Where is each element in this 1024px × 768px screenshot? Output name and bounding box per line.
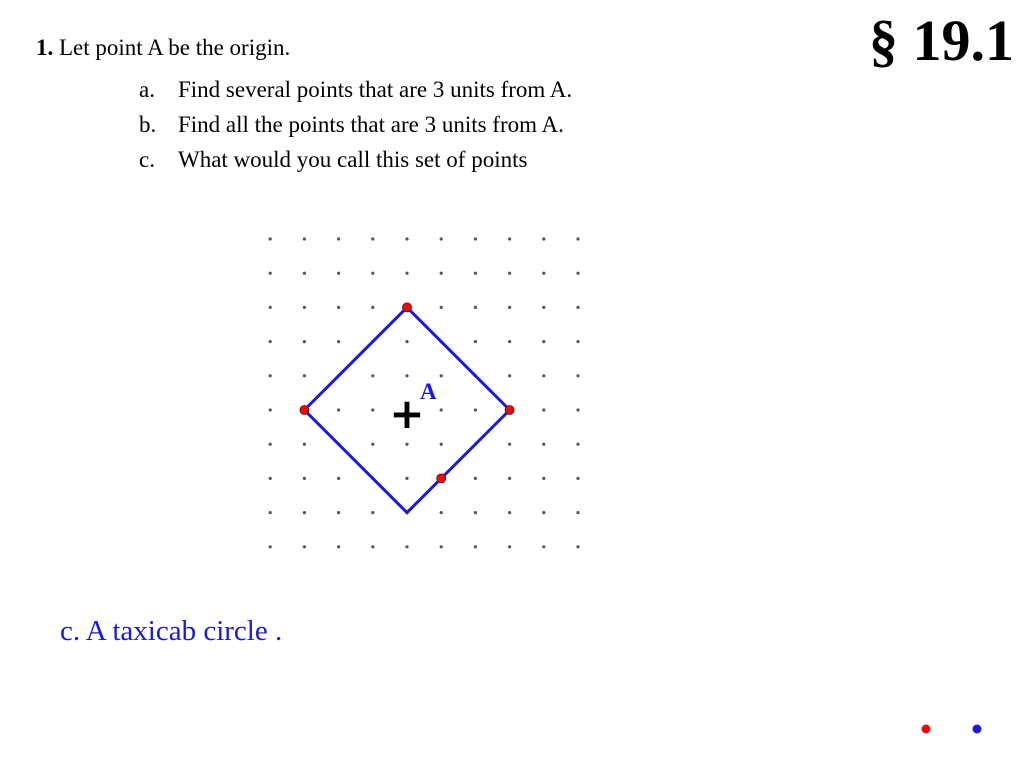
grid-dot xyxy=(576,237,579,240)
grid-dot xyxy=(405,237,408,240)
grid-dot xyxy=(474,237,477,240)
grid-dot xyxy=(337,237,340,240)
grid-dot xyxy=(337,477,340,480)
blue-dot-icon[interactable] xyxy=(973,725,982,734)
grid-dot xyxy=(508,340,511,343)
grid-dot xyxy=(576,306,579,309)
marked-point xyxy=(505,406,514,415)
grid-dot xyxy=(269,237,272,240)
grid-dot xyxy=(303,374,306,377)
grid-dot xyxy=(576,340,579,343)
grid-dot xyxy=(474,477,477,480)
grid-dot xyxy=(337,408,340,411)
grid-dot xyxy=(269,306,272,309)
grid-dot xyxy=(440,374,443,377)
grid-dot xyxy=(542,340,545,343)
grid-dot xyxy=(371,374,374,377)
grid-dot xyxy=(508,511,511,514)
grid-dot xyxy=(474,340,477,343)
grid-dot xyxy=(371,306,374,309)
grid-dot xyxy=(269,340,272,343)
grid-dot xyxy=(303,272,306,275)
grid-dot xyxy=(474,272,477,275)
grid-dot xyxy=(474,545,477,548)
grid-dot xyxy=(576,374,579,377)
grid-dot xyxy=(440,443,443,446)
grid-dot xyxy=(303,306,306,309)
grid-dot xyxy=(576,272,579,275)
grid-dot xyxy=(508,306,511,309)
grid-dot xyxy=(508,545,511,548)
grid-dot xyxy=(474,408,477,411)
grid-dot xyxy=(576,443,579,446)
grid-dot xyxy=(303,477,306,480)
grid-dot xyxy=(269,545,272,548)
grid-dot xyxy=(371,272,374,275)
grid-dot xyxy=(576,511,579,514)
grid-dot xyxy=(542,237,545,240)
grid-dot xyxy=(576,408,579,411)
grid-dot xyxy=(542,545,545,548)
grid-dot xyxy=(337,306,340,309)
grid-dot xyxy=(440,306,443,309)
grid-dot xyxy=(337,545,340,548)
grid-dot xyxy=(440,408,443,411)
grid-dot xyxy=(269,408,272,411)
origin-plus-icon: + xyxy=(389,389,425,438)
grid-dot xyxy=(371,511,374,514)
subitem-letter: a. xyxy=(139,77,155,102)
grid-dot xyxy=(474,306,477,309)
grid-dot xyxy=(508,477,511,480)
grid-dot xyxy=(508,237,511,240)
grid-dot xyxy=(371,443,374,446)
origin-label: A xyxy=(420,379,437,404)
grid-dot xyxy=(303,237,306,240)
grid-dot xyxy=(371,237,374,240)
grid-dot xyxy=(508,374,511,377)
grid-dot xyxy=(542,272,545,275)
grid-dot xyxy=(542,306,545,309)
grid-dot xyxy=(405,340,408,343)
grid-dot xyxy=(337,340,340,343)
grid-dot xyxy=(542,374,545,377)
grid-dot xyxy=(303,511,306,514)
problem-number: 1. xyxy=(36,35,54,60)
grid-dot xyxy=(269,477,272,480)
subitem-letter: b. xyxy=(139,112,157,137)
grid-dot xyxy=(337,511,340,514)
section-title: § 19.1 xyxy=(869,8,1014,73)
grid-dot xyxy=(269,443,272,446)
red-dot-icon[interactable] xyxy=(922,725,931,734)
subitem-text: What would you call this set of points xyxy=(178,147,528,172)
grid-dot xyxy=(303,545,306,548)
grid-dot xyxy=(576,477,579,480)
marked-point xyxy=(403,303,412,312)
grid-dot xyxy=(440,237,443,240)
grid-dot xyxy=(440,272,443,275)
grid-dot xyxy=(542,511,545,514)
marked-point xyxy=(300,406,309,415)
nav-dots xyxy=(922,725,982,734)
grid-dot xyxy=(405,443,408,446)
grid-dot xyxy=(303,340,306,343)
grid-dot xyxy=(542,408,545,411)
grid-dot xyxy=(576,545,579,548)
grid-dot xyxy=(405,272,408,275)
grid-dot xyxy=(508,272,511,275)
grid-dot xyxy=(542,477,545,480)
grid-dot xyxy=(405,477,408,480)
grid-dot xyxy=(405,545,408,548)
grid-dot xyxy=(474,511,477,514)
subitem-text: Find all the points that are 3 units from A. xyxy=(178,112,564,137)
grid-dot xyxy=(440,511,443,514)
subitem-text: Find several points that are 3 units from A. xyxy=(178,77,573,102)
grid-dot xyxy=(269,272,272,275)
grid-dot xyxy=(440,545,443,548)
grid-dot xyxy=(303,443,306,446)
grid-dot xyxy=(371,545,374,548)
problem-text: Let point A be the origin. xyxy=(59,35,291,60)
grid-dot xyxy=(371,408,374,411)
grid-dot xyxy=(508,443,511,446)
answer-text: c. A taxicab circle . xyxy=(60,615,283,647)
grid-dot xyxy=(542,443,545,446)
marked-point xyxy=(437,474,446,483)
subitem-letter: c. xyxy=(139,147,155,172)
grid-dot xyxy=(405,374,408,377)
grid-dot xyxy=(337,272,340,275)
grid-dot xyxy=(269,374,272,377)
grid-dot xyxy=(269,511,272,514)
